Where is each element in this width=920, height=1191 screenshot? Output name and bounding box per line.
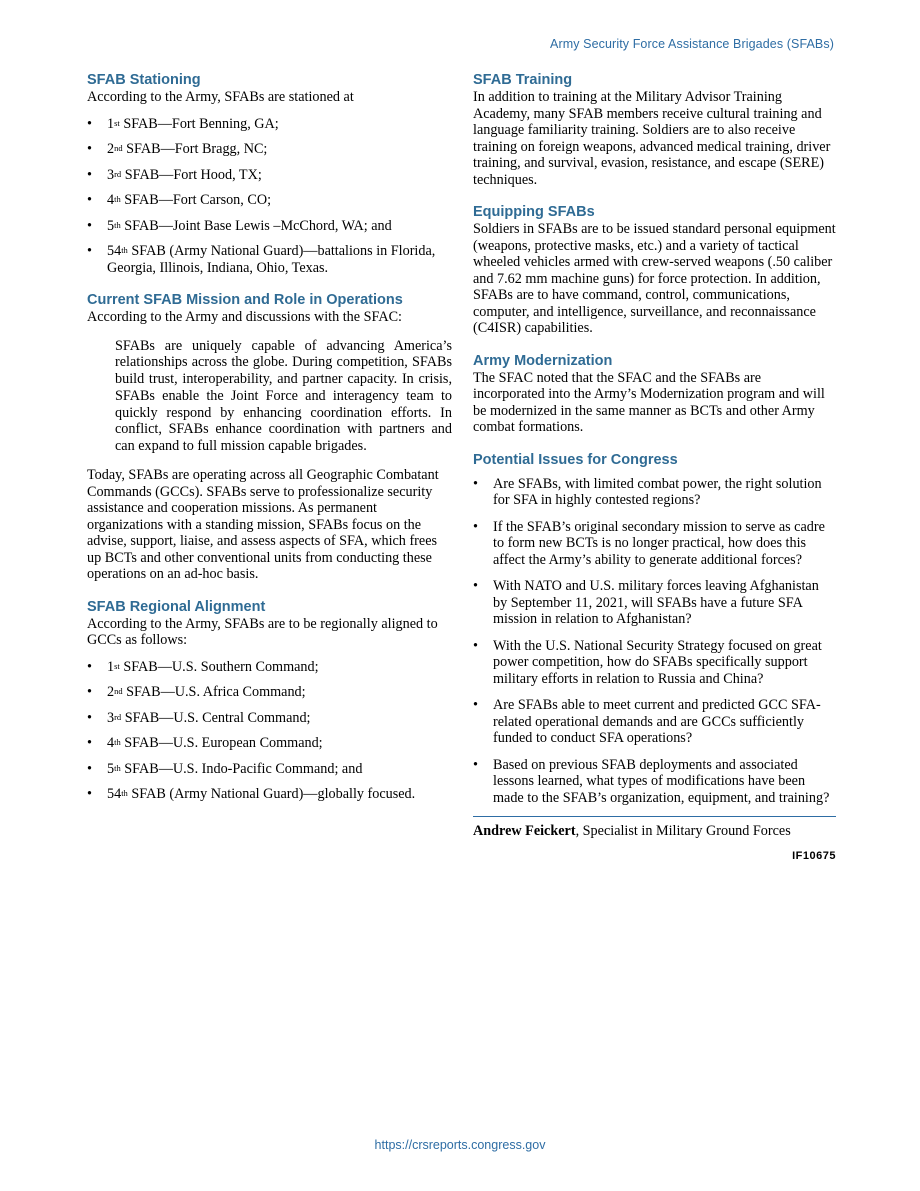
mission-quote: SFABs are uniquely capable of advancing America’s relationships across the globe. During competition, SFABs build trust, interoperability, and partner capacity. In crisis, SFABs enable the Joint Force and interagency team to quickly respond by enhancing coordination efforts. In conflict, SFABs enhance coordination with partners and can expand to full mission capable brigades.: [115, 337, 452, 455]
issue-text: Are SFABs able to meet current and predicted GCC SFA-related operational demands and are GCCs sufficiently funded to conduct SFA operations?: [493, 697, 821, 746]
ordinal-suffix: th: [121, 788, 128, 799]
list-item: [87, 710, 452, 727]
bullet-icon: •: [87, 217, 92, 234]
equipping-body: Soldiers in SFABs are to be issued standard personal equipment (weapons, protective masks, etc.) and a variety of tactical wheeled vehicles armed with crew-served weapons (.50 caliber and 7.62 mm machine guns) for force protection. In addition, SFABs are to have command, control, communications, computer, and intelligence, surveillance, and reconnaissance (C4ISR) capabilities.: [473, 221, 836, 336]
list-item-text: SFAB—U.S. Africa Command;: [122, 684, 306, 701]
section-issues: [473, 451, 836, 807]
ordinal-number: 5: [107, 217, 115, 234]
list-item: [87, 192, 452, 209]
list-item: [87, 243, 452, 276]
list-item-text: SFAB—Fort Hood, TX;: [121, 166, 262, 183]
ordinal-number: 3: [107, 166, 115, 183]
ordinal-suffix: rd: [114, 168, 122, 179]
ordinal-number: 1: [107, 658, 115, 675]
issue-item: [473, 638, 836, 688]
issue-text: Based on previous SFAB deployments and associated lessons learned, what types of modifications have been made to the SFAB’s organization, equipment, and training?: [493, 756, 830, 806]
footer-url-link[interactable]: https://crsreports.congress.gov: [374, 1138, 546, 1152]
ordinal-number: 4: [107, 192, 115, 208]
bullet-icon: •: [473, 518, 478, 535]
ordinal-suffix: th: [114, 762, 121, 773]
list-item: [87, 659, 452, 676]
bullet-icon: •: [87, 786, 92, 803]
issue-item: [473, 697, 836, 747]
bullet-icon: •: [473, 697, 478, 713]
section-stationing: [87, 71, 452, 276]
modernization-body: The SFAC noted that the SFAC and the SFABs are incorporated into the Army’s Modernization program and will be modernized in the same manner as BCTs and other Army combat formations.: [473, 369, 825, 435]
issue-item: [473, 757, 836, 807]
bullet-icon: •: [87, 243, 92, 259]
list-item-text: SFAB—U.S. Central Command;: [121, 709, 311, 726]
alignment-intro: According to the Army, SFABs are to be regionally aligned to GCCs as follows:: [87, 615, 438, 649]
section-modernization: [473, 352, 836, 436]
ordinal-number: 54: [107, 243, 122, 259]
ordinal-suffix: rd: [114, 711, 122, 722]
section-equipping: [473, 203, 836, 337]
issue-text: If the SFAB’s original secondary mission to serve as cadre to form new BCTs is no longer practical, how does this affect the Army’s ability to generate additional forces?: [493, 518, 825, 568]
ordinal-number: 1: [107, 115, 115, 132]
issue-text: With the U.S. National Security Strategy focused on great power competition, how do SFABs specifically support military efforts in relation to Russia and China?: [493, 637, 822, 687]
bullet-icon: •: [473, 637, 478, 654]
section-training: [473, 71, 836, 188]
issue-item: [473, 476, 836, 509]
author-line: [473, 816, 836, 840]
left-column: [87, 71, 452, 818]
list-item-text: SFAB—U.S. European Command;: [120, 735, 323, 752]
author-name: Andrew Feickert: [473, 823, 576, 839]
heading-equipping: Equipping SFABs: [473, 204, 595, 220]
issue-item: [473, 578, 836, 628]
heading-modernization: Army Modernization: [473, 352, 613, 369]
section-alignment: [87, 598, 452, 803]
stationing-list: [87, 116, 452, 277]
running-header-title: Army Security Force Assistance Brigades (SFABs): [550, 37, 834, 51]
ordinal-number: 2: [107, 141, 115, 157]
heading-stationing: SFAB Stationing: [87, 72, 201, 88]
issue-text: With NATO and U.S. military forces leaving Afghanistan by September 11, 2021, will SFABs have a future SFA mission in relation to Afghanistan?: [493, 578, 819, 627]
ordinal-suffix: th: [114, 219, 121, 230]
ordinal-number: 2: [107, 684, 115, 701]
mission-body: Today, SFABs are operating across all Geographic Combatant Commands (GCCs). SFABs serve to professionalize security assistance and cooperation missions. As permanent organizations with a standing mission, SFABs focus on the advise, support, liaise, and assess aspects of SFA, which frees up BCTs and other conventional units from conducting these operations on an ad-hoc basis.: [87, 467, 439, 583]
bullet-icon: •: [473, 475, 478, 492]
ordinal-suffix: th: [114, 737, 121, 748]
heading-alignment: SFAB Regional Alignment: [87, 598, 266, 615]
mission-intro: According to the Army and discussions with the SFAC:: [87, 309, 402, 325]
section-mission: [87, 291, 452, 583]
ordinal-number: 3: [107, 709, 115, 726]
bullet-icon: •: [473, 756, 478, 773]
ordinal-number: 5: [107, 760, 115, 777]
ordinal-suffix: nd: [114, 143, 123, 153]
ordinal-number: 54: [107, 786, 122, 803]
bullet-icon: •: [87, 709, 92, 726]
list-item: [87, 218, 452, 235]
list-item-text: SFAB—Fort Bragg, NC;: [122, 141, 268, 157]
alignment-list: [87, 659, 452, 803]
bullet-icon: •: [87, 141, 92, 157]
ordinal-suffix: nd: [114, 686, 123, 697]
list-item: [87, 116, 452, 133]
list-item-text: SFAB—Joint Base Lewis –McChord, WA; and: [120, 217, 392, 234]
list-item: [87, 786, 452, 803]
heading-issues: Potential Issues for Congress: [473, 451, 678, 468]
issue-item: [473, 519, 836, 569]
ordinal-suffix: th: [114, 194, 121, 204]
bullet-icon: •: [87, 735, 92, 752]
list-item-text: SFAB—Fort Carson, CO;: [120, 192, 272, 208]
bullet-icon: •: [87, 115, 92, 132]
bullet-icon: •: [473, 578, 478, 594]
report-id: IF10675: [792, 850, 836, 862]
bullet-icon: •: [87, 760, 92, 777]
list-item: [87, 735, 452, 752]
bullet-icon: •: [87, 658, 92, 675]
issue-text: Are SFABs, with limited combat power, the right solution for SFA in highly contested regions?: [493, 475, 822, 508]
right-column: [473, 71, 836, 862]
heading-mission: Current SFAB Mission and Role in Operations: [87, 292, 403, 308]
list-item-text: SFAB—Fort Benning, GA;: [119, 115, 279, 132]
list-item-text: SFAB—U.S. Southern Command;: [119, 658, 319, 675]
list-item: [87, 141, 452, 158]
bullet-icon: •: [87, 684, 92, 701]
list-item: [87, 167, 452, 184]
stationing-intro: According to the Army, SFABs are stationed at: [87, 89, 354, 105]
bullet-icon: •: [87, 192, 92, 208]
issues-list: [473, 476, 836, 807]
list-item: [87, 684, 452, 701]
ordinal-number: 4: [107, 735, 115, 752]
list-item-text: SFAB (Army National Guard)—battalions in Florida, Georgia, Illinois, Indiana, Ohio, Texas.: [107, 243, 436, 276]
list-item: [87, 761, 452, 778]
heading-training: SFAB Training: [473, 72, 573, 88]
training-body: In addition to training at the Military Advisor Training Academy, many SFAB members receive cultural training and language familiarity training. Soldiers are to also receive training on foreign weapons, advanced medical training, driver training, and survival, evasion, resistance, and escape (SERE) techniques.: [473, 89, 831, 188]
bullet-icon: •: [87, 166, 92, 183]
ordinal-suffix: st: [114, 660, 120, 671]
ordinal-suffix: th: [121, 245, 128, 255]
author-title: , Specialist in Military Ground Forces: [575, 823, 791, 839]
ordinal-suffix: st: [114, 117, 120, 128]
list-item-text: SFAB (Army National Guard)—globally focused.: [127, 786, 416, 803]
list-item-text: SFAB—U.S. Indo-Pacific Command; and: [120, 760, 363, 777]
